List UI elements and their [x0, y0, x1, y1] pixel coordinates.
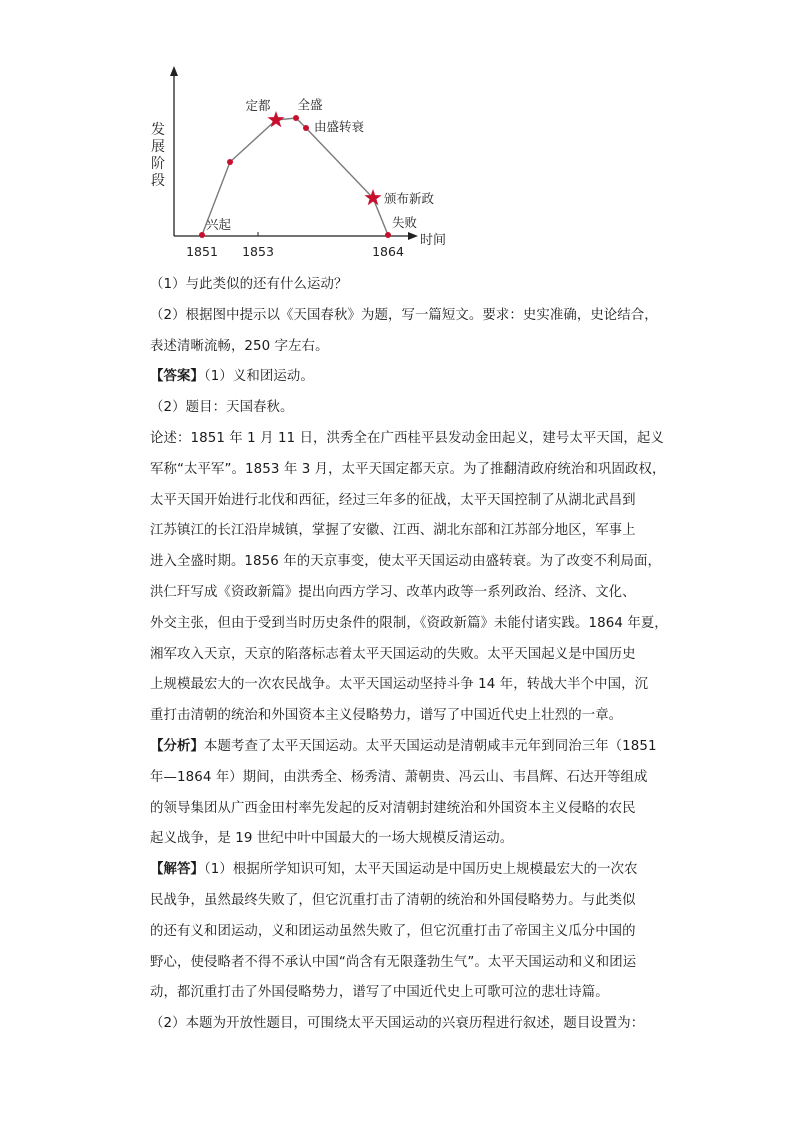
solution-line: （2）本题为开放性题目，可围绕太平天国运动的兴衰历程进行叙述，题目设置为：	[150, 1016, 645, 1032]
analysis-line: 起义战争，是 19 世纪中叶中国最大的一场大规模反清运动。	[150, 831, 514, 847]
point-label: 定都	[245, 98, 271, 113]
answer-line: 洪仁玕写成《资政新篇》提出向西方学习、改革内政等一系列政治、经济、文化、	[150, 584, 636, 600]
x-tick-label: 1851	[186, 244, 218, 259]
point-marker	[199, 232, 205, 238]
point-label: 颁布新政	[384, 191, 435, 206]
answer-line: 进入全盛时期。1856 年的天京事变，使太平天国运动由盛转衰。为了改变不利局面，	[150, 554, 662, 570]
answer-1: （1）义和团运动。	[203, 369, 314, 385]
solution-line: 的还有义和团运动，义和团运动虽然失败了，但它沉重打击了帝国主义瓜分中国的	[150, 923, 636, 939]
document-text	[150, 270, 670, 1040]
analysis-line: 的领导集团从广西金田村率先发起的反对清朝封建统治和外国资本主义侵略的农民	[150, 800, 636, 816]
answer-line: 上规模最宏大的一次农民战争。太平天国运动坚持斗争 14 年，转战大半个中国，沉	[150, 677, 649, 693]
x-axis-label: 时间	[420, 233, 447, 248]
solution-line: 民战争，虽然最终失败了，但它沉重打击了清朝的统治和外国侵略势力。与此类似	[150, 892, 636, 908]
answer-2-title: （2）题目：天国春秋。	[150, 400, 294, 416]
x-axis-arrow	[408, 232, 418, 240]
solution-first: （1）根据所学知识可知，太平天国运动是中国历史上规模最宏大的一次农	[203, 862, 638, 878]
y-axis-label-char: 阶	[151, 156, 165, 172]
analysis-first: 本题考查了太平天国运动。太平天国运动是清朝咸丰元年到同治三年（1851	[203, 738, 657, 754]
chart-point-labels	[206, 97, 435, 232]
y-axis-arrow	[170, 66, 178, 76]
answer-line: 军称“太平军”。1853 年 3 月，太平天国定都天京。为了推翻清政府统治和巩固政权，	[150, 461, 666, 477]
answer-line: 湘军攻入天京，天京的陷落标志着太平天国运动的失败。太平天国起义是中国历史	[150, 646, 636, 662]
answer-tag: 【答案】	[150, 369, 204, 385]
question-2-line-2: 表述清晰流畅，250 字左右。	[150, 338, 329, 354]
chart-x-ticks	[186, 244, 404, 259]
point-label: 失败	[392, 215, 418, 230]
x-tick-label: 1864	[372, 244, 404, 259]
answer-line: 太平天国开始进行北伐和西征，经过三年多的征战，太平天国控制了从湖北武昌到	[150, 492, 636, 508]
y-axis-label-char: 段	[151, 173, 165, 189]
analysis-tag: 【分析】	[150, 738, 204, 754]
point-marker	[385, 232, 391, 238]
x-tick-label: 1853	[242, 244, 274, 259]
analysis-line: 年—1864 年）期间，由洪秀全、杨秀清、萧朝贵、冯云山、韦昌辉、石达开等组成	[150, 769, 648, 785]
solution-tag: 【解答】	[150, 862, 204, 878]
answer-line: 外交主张，但由于受到当时历史条件的限制，《资政新篇》未能付诸实践。1864 年夏，	[150, 615, 668, 631]
solution-line-1	[150, 855, 670, 886]
chart	[140, 64, 460, 264]
point-marker	[227, 159, 233, 165]
solution-line: 动，都沉重打击了外国侵略势力，谱写了中国近代史上可歌可泣的悲壮诗篇。	[150, 985, 609, 1001]
point-label: 兴起	[206, 217, 232, 232]
answer-line: 重打击清朝的统治和外国资本主义侵略势力，谱写了中国近代史上壮烈的一章。	[150, 708, 623, 724]
answer-line: 论述：1851 年 1 月 11 日，洪秀全在广西桂平县发动金田起义，建号太平天国，起义	[150, 430, 664, 446]
y-axis-label-char: 发	[151, 122, 165, 138]
question-1: （1）与此类似的还有什么运动？	[150, 277, 348, 292]
y-axis-label	[151, 122, 165, 189]
answer-line: 江苏镇江的长江沿岸城镇，掌握了安徽、江西、湖北东部和江苏部分地区，军事上	[150, 523, 636, 539]
solution-line: 野心，使侵略者不得不承认中国“尚含有无限蓬勃生气”。太平天国运动和义和团运	[150, 954, 637, 970]
question-2-line-1: （2）根据图中提示以《天国春秋》为题，写一篇短文。要求：史实准确，史论结合，	[150, 307, 658, 323]
answer-line-1	[150, 362, 670, 393]
analysis-line-1	[150, 732, 670, 763]
point-label: 全盛	[297, 97, 323, 112]
chart-axes	[170, 66, 418, 240]
point-label: 由盛转衰	[314, 119, 365, 134]
point-marker	[303, 125, 309, 131]
y-axis-label-char: 展	[151, 139, 165, 155]
point-marker	[293, 115, 299, 121]
